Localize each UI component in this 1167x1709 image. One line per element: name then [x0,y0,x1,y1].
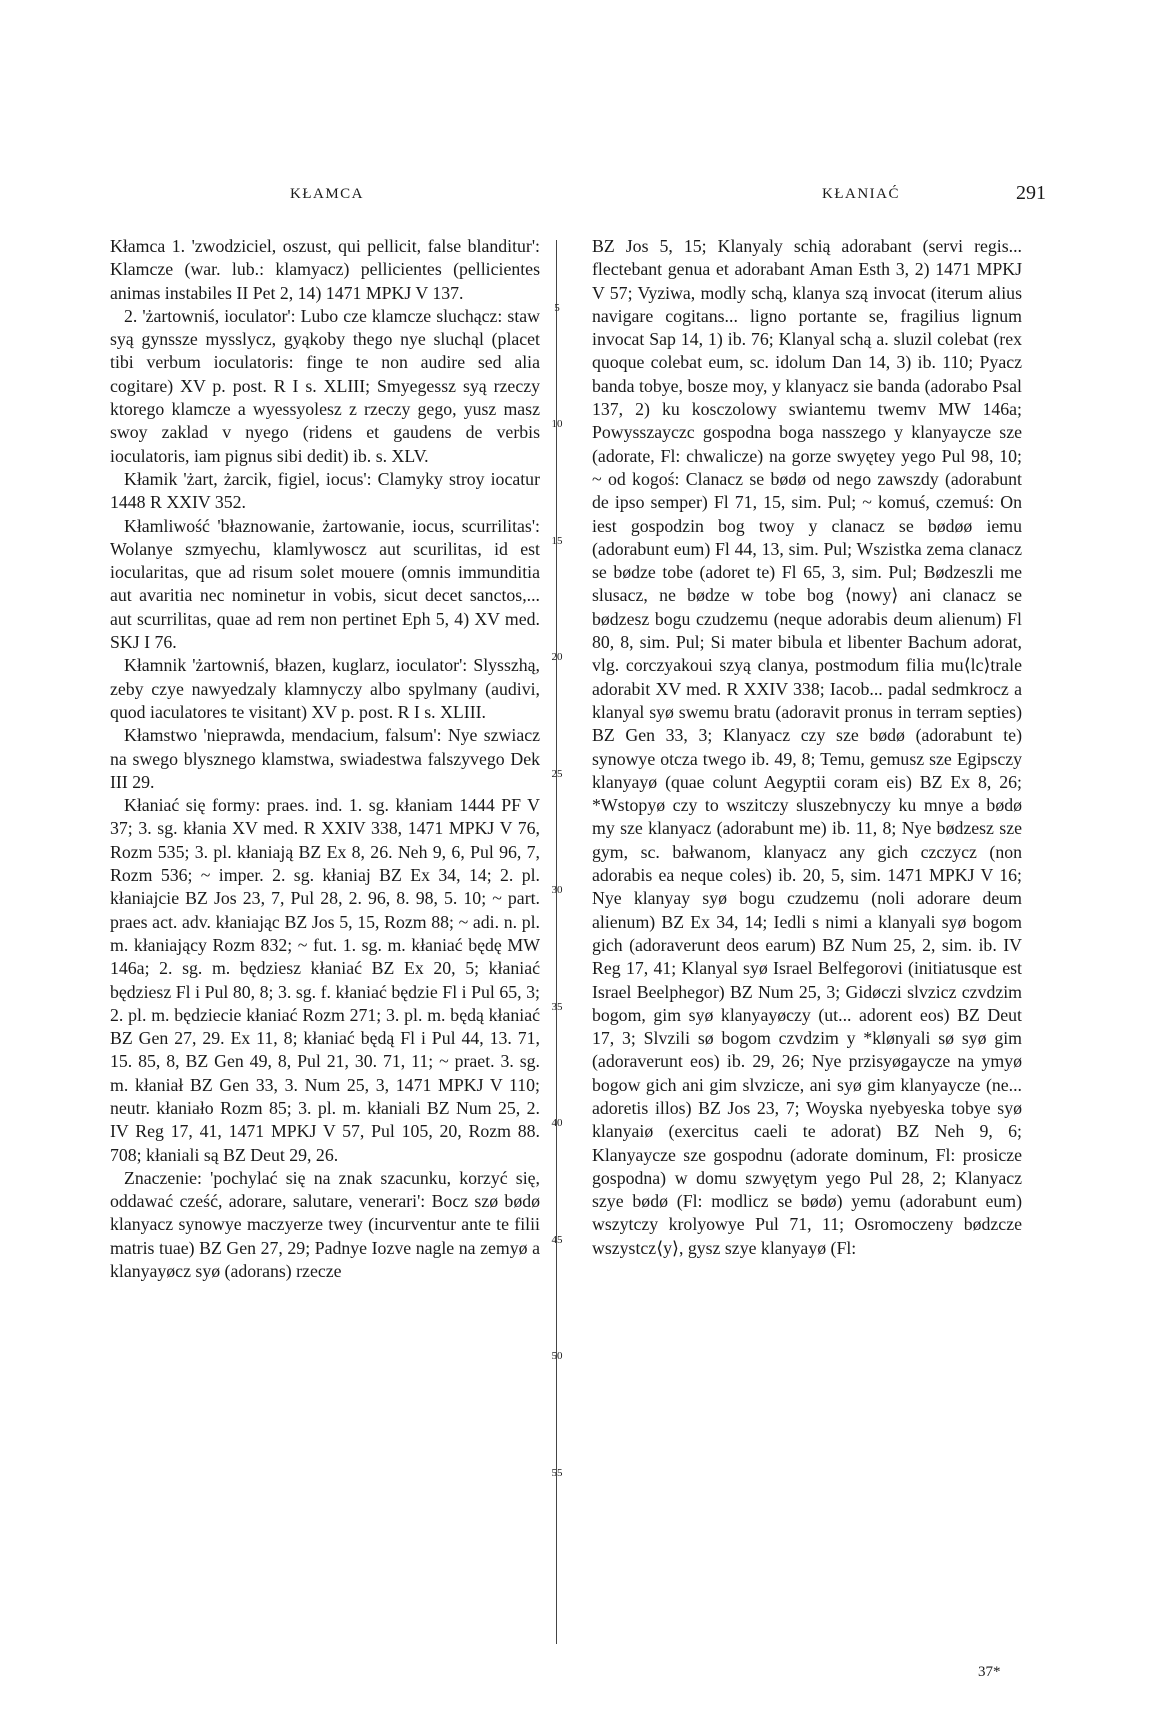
running-head-left: KŁAMCA [290,186,365,202]
line-number: 30 [551,884,563,896]
line-number: 55 [551,1467,563,1479]
entry-klamik: Kłamik 'żart, żarcik, figiel, iocus': Clamyky stroy iocatur 1448 R XXIV 352. [110,468,540,513]
entry-klamstwo: Kłamstwo 'nieprawda, mendacium, falsum': Nye szwiacz na swego blysznego klamstwa, swiadestwa falszyvego Dek III 29. [110,725,540,792]
page-number: 291 [1016,182,1046,204]
entry-klaniac-znaczenie: Znaczenie: 'pochylać się na znak szacunku, korzyć się, oddawać cześć, adorare, salutare, venerari': Bocz szø bødø klanyacz synowye maczyerze twey (incurventur ante te filii matris tuae) BZ Gen 27, 29; Padnye Iozve nagle na zemyø a klanyayøcz syø (adorans) rzecze [110,1167,540,1282]
line-number: 20 [551,651,563,663]
entry-klamca-1: Kłamca 1. 'zwodziciel, oszust, qui pellicit, false blanditur': Klamcze (war. lub.: klamyacz) pellicientes (pellicientes animas instabiles II Pet 2, 14) 1471 MPKJ V 137. [110,236,540,303]
line-number: 15 [551,535,563,547]
right-column [592,235,1022,1260]
line-number: 25 [551,768,563,780]
line-number: 10 [551,418,563,430]
entry-klaniac-formy: Kłaniać się formy: praes. ind. 1. sg. kłaniam 1444 PF V 37; 3. sg. kłania XV med. R XXIV 338, 1471 MPKJ V 76, Rozm 535; 3. pl. kłaniają BZ Ex 8, 26. Neh 9, 6, Pul 96, 7, Rozm 536; ~ imper. 2. sg. kłaniaj BZ Ex 34, 14; 2. pl. kłaniajcie BZ Jos 23, 7, Pul 28, 2. 96, 8. 98, 5. 10; ~ part. praes act. adv. kłaniając BZ Jos 5, 15, Rozm 88; ~ adi. n. pl. m. kłaniający Rozm 832; ~ fut. 1. sg. m. kłaniać będę MW 146a; 2. sg. m. będziesz kłaniać BZ Ex 20, 5; kłaniać będziesz Fl i Pul 80, 8; 3. sg. f. kłaniać będzie Fl i Pul 65, 3; 2. pl. m. będziecie kłaniać Rozm 271; 3. pl. m. będą kłaniać BZ Gen 27, 29. Ex 11, 8; kłaniać będą Fl i Pul 44, 13. 71, 15. 85, 8, BZ Gen 49, 8, Pul 21, 30. 71, 11; ~ praet. 3. sg. m. kłaniał BZ Gen 33, 3. Num 25, 3, 1471 MPKJ V 110; neutr. kłaniało Rozm 85; 3. pl. m. kłaniali BZ Num 25, 2. IV Reg 17, 41, 1471 MPKJ V 57, Pul 105, 20, Rozm 88. 708; kłaniali są BZ Deut 29, 26. [110,795,540,1165]
entry-klaniac-continued: BZ Jos 5, 15; Klanyaly schią adorabant (servi regis... flectebant genua et adorabant Aman Esth 3, 2) 1471 MPKJ V 57; Vyziwa, modly schą, klanya szą invocat (iterum alius navigare cogitans... ligno portante se, fragilius lignum invocat Sap 14, 1) ib. 76; Klanyal schą a. sluzil colebat (rex quoque colebat eum, sc. idolum Dan 14, 3) ib. 110; Pyacz banda tobye, bosze moy, y klanyacz sie banda (adorabo Psal 137, 2) ku kosczolowy swiantemu twemv MW 146a; Powysszayczc gospodna boga nasszego y klanyaycze sze (adorate, Fl: chwalicze) na gorze swyętey yego Pul 98, 10; ~ od kogoś: Clanacz se bødø od nego zawszdy (adorabunt de ipso semper) Fl 71, 15, sim. Pul; ~ komuś, czemuś: On iest gospodzin bog twoy y clanacz se bødøø iemu (adorabunt eum) Fl 44, 13, sim. Pul; Wszistka zema clanacz se bødze tobe (adoret te) Fl 65, 3, sim. Pul; Bødzeszli me slusacz, ne bødze w tobe bog ⟨nowy⟩ ani clanacz se bødzesz bogu czudzemu (neque adorabis deum alienum) Fl 80, 8, sim. Pul; Si mater bibula et libenter Bachum adorat, vlg. corczyakoui szyą clanya, postmodum filia mu⟨lc⟩trale adorabit XV med. R XXIV 338; Iacob... padal sedmkrocz a klanyal syø swemu bratu (adoravit pronus in terram septies) BZ Gen 33, 3; Klanyacz czy sze bødø (adorabunt te) synowye otcza twego ib. 49, 8; Temu, gemusz sze Egipsczy klanyayø (quae colunt Aegyptii coram eis) BZ Ex 8, 26; *Wstopyø czy to wszitczy sluszebnyczy ku mnye a bødø my sze klanyacz (adorabunt me) ib. 11, 8; Nye bødzesz sze gym, sc. bałwanom, klanyacz any gich czczycz (non adorabis ea neque coles) ib. 20, 5, sim. 1471 MPKJ V 16; Nye klanyay syø bogu czudzemu (noli adorare deum alienum) BZ Ex 34, 14; Iedli s nimi a klanyali syø bogom gich (adoraverunt deos earum) BZ Num 25, 2, sim. ib. IV Reg 17, 41; Klanyal syø Israel Belfegorovi (initiatusque est Israel Beelphegor) BZ Num 25, 3; Gidøczi slvzicz czvdzim bogom, gim syø klanyayøczy (ut... adorent eos) BZ Deut 17, 3; Slvzili sø bogom czvdzim y *klønyali sø syø gim (adoraverunt eos) ib. 29, 26; Nye przisyøgaycze na ymyø bogow gich ani gim slvzicze, ani syø gim klanyaycze (ne... adoretis illos) BZ Jos 23, 7; Woyska nyebyeska tobye syø klanyaiø (exercitus caeli te adorat) BZ Neh 9, 6; Klanyaycze sze gospodnu (adorate dominum, Fl: prosicze gospodna) w domu szwyętym yego Pul 28, 2; Klanyacz szye bødø (Fl: modlicz se bødø) yemu (adorabunt eum) wszytczy krolyowye Pul 71, 11; Osromoczeny bødzcze wszystcz⟨y⟩, gysz szye klanyayø (Fl: [592,236,1022,1258]
entry-klamliwosc: Kłamliwość 'błaznowanie, żartowanie, iocus, scurrilitas': Wolanye szmyechu, klamlywoscz aut scurilitas, id est iocularitas, que ad risum solet mouere (omnis immunditia aut avaritia nec nominetur in vobis, sicut decet sanctos,... aut scurrilitas, quae ad rem non pertinet Eph 5, 4) XV med. SKJ I 76. [110,515,540,653]
line-number: 40 [551,1117,563,1129]
line-number: 45 [551,1234,563,1246]
line-number: 35 [551,1001,563,1013]
running-head-right: KŁANIAĆ [822,186,900,202]
entry-klamnik: Kłamnik 'żartowniś, błazen, kuglarz, ioculator': Slysszhą, zeby czye nawyedzaly klamnyczy albo spylmany (audivi, quod iaculatores te visitant) XV p. post. R I s. XLIII. [110,655,540,722]
line-number: 5 [554,302,560,314]
printer-signature: 37* [978,1664,1001,1680]
left-column [110,235,540,1283]
line-number: 50 [551,1350,563,1362]
column-divider [556,240,557,1644]
entry-klamca-2: 2. 'żartowniś, ioculator': Lubo cze klamcze sluchącz: staw syą gynssze mysslycz, gyąkoby thego nye sluchąl (placet tibi verbum ioculatoris: finge te non audire sed alia cogitare) XV p. post. R I s. XLIII; Smyegessz syą rzeczy ktorego klamcze a wyessyolesz z rzeczy gego, yusz masz swoy zaklad v nyego (ridens et gaudens de verbis ioculatoris, iam pignus sibi dedit) ib. s. XLV. [110,305,540,466]
